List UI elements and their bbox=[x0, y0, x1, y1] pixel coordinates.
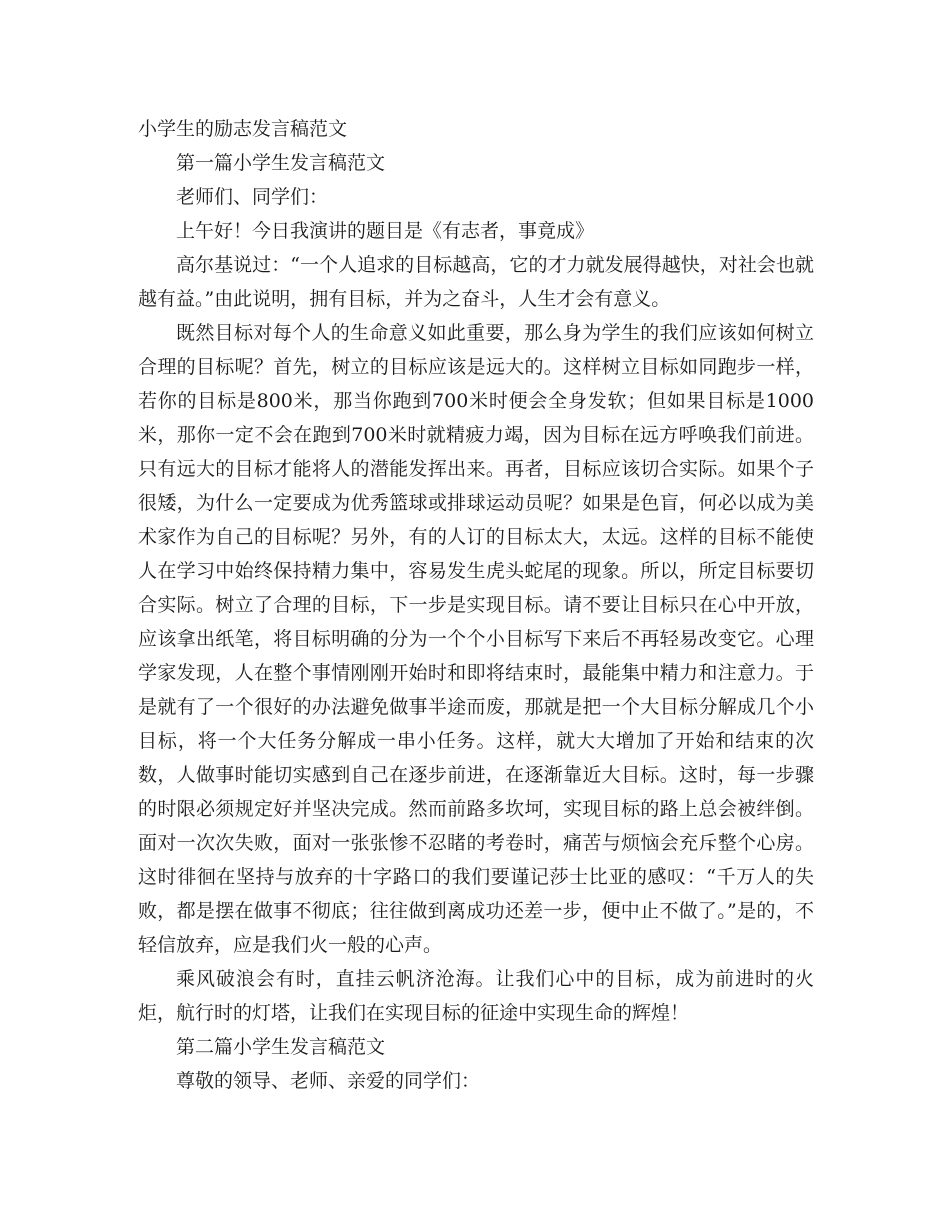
document-title: 小学生的励志发言稿范文 bbox=[138, 118, 348, 140]
second-greeting-line: 尊敬的领导、老师、亲爱的同学们： bbox=[176, 1070, 481, 1092]
opening-line: 上午好！今日我演讲的题目是《有志者，事竟成》 bbox=[176, 220, 595, 242]
body-paragraph: 既然目标对每个人的生命意义如此重要，那么身为学生的我们应该如何树立合理的目标呢？首先，树立的目标应该是远大的。这样树立目标如同跑步一样，若你的目标是800米，那当你跑到700米时便会全身发软；但如果目标是1000米，那你一定不会在跑到700米时就精疲力竭，因为目标在远方呼唤我们前进。只有远大的目标才能将人的潜能发挥出来。再者，目标应该切合实际。如果个子很矮，为什么一定要成为优秀篮球或排球运动员呢？如果是色盲，何必以成为美术家作为自己的目标呢？另外，有的人订的目标太大，太远。这样的目标不能使人在学习中始终保持精力集中，容易发生虎头蛇尾的现象。所以，所定目标要切合实际。树立了合理的目标，下一步是实现目标。请不要让目标只在心中开放，应该拿出纸笔，将目标明确的分为一个个小目标写下来后不再轻易改变它。心理学家发现，人在整个事情刚刚开始时和即将结束时，最能集中精力和注意力。于是就有了一个很好的办法避免做事半途而废，那就是把一个大目标分解成几个小目标，将一个大任务分解成一串小任务。这样，就大大增加了开始和结束的次数，人做事时能切实感到自己在逐步前进，在逐渐靠近大目标。这时，每一步骤的时限必须规定好并坚决完成。然而前路多坎坷，实现目标的路上总会被绊倒。面对一次次失败，面对一张张惨不忍睹的考卷时，痛苦与烦恼会充斥整个心房。这时徘徊在坚持与放弃的十字路口的我们要谨记莎士比亚的感叹：“千万人的失败，都是摆在做事不彻底；往往做到离成功还差一步，便中止不做了。”是的，不轻信放弃，应是我们火一般的心声。 bbox=[138, 322, 814, 956]
section-heading-first-speech: 第一篇小学生发言稿范文 bbox=[176, 152, 386, 174]
quote-paragraph: 高尔基说过：“一个人追求的目标越高，它的才力就发展得越快，对社会也就越有益。”由此说明，拥有目标，并为之奋斗，人生才会有意义。 bbox=[138, 254, 814, 310]
closing-paragraph: 乘风破浪会有时，直挂云帆济沧海。让我们心中的目标，成为前进时的火炬，航行时的灯塔，让我们在实现目标的征途中实现生命的辉煌！ bbox=[138, 968, 814, 1024]
document-body bbox=[138, 112, 814, 1098]
section-heading-second-speech: 第二篇小学生发言稿范文 bbox=[176, 1036, 386, 1058]
greeting-line: 老师们、同学们： bbox=[176, 186, 329, 208]
